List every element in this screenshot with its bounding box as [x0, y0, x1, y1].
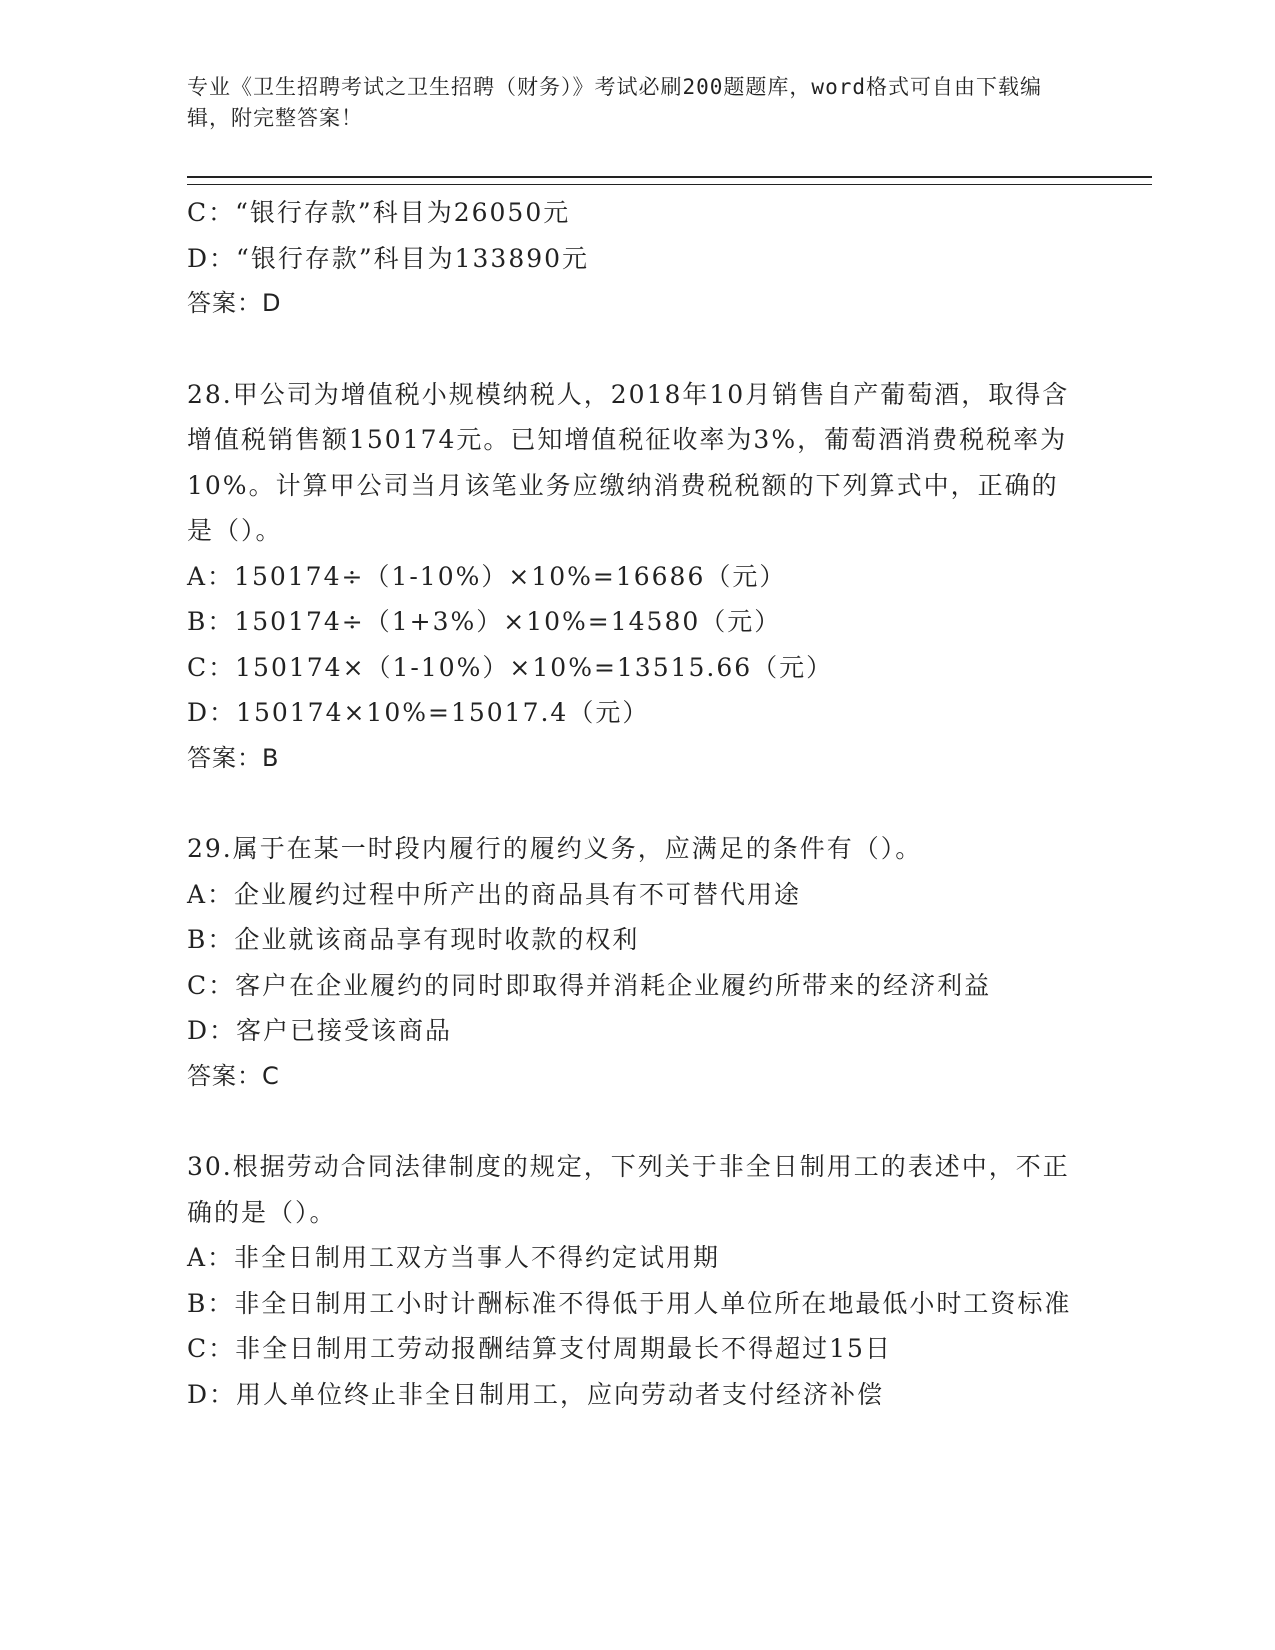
document-header: 专业《卫生招聘考试之卫生招聘（财务）》考试必刷200题题库，word格式可自由下载编辑，附完整答案！	[187, 75, 1042, 130]
question-30-option-d: D：用人单位终止非全日制用工，应向劳动者支付经济补偿	[187, 1379, 885, 1409]
question-28-stem: 28.甲公司为增值税小规模纳税人，2018年10月销售自产葡萄酒，取得含增值税销售额150174元。已知增值税征收率为3%，葡萄酒消费税税率为10%。计算甲公司当月该笔业务应缴纳消费税税额的下列算式中，正确的是（）。	[187, 379, 1070, 545]
question-29-answer: 答案：C	[187, 1061, 280, 1090]
question-28-option-b: B：150174÷（1+3%）×10%=14580（元）	[187, 607, 782, 636]
question-30-option-c: C：非全日制用工劳动报酬结算支付周期最长不得超过15日	[187, 1334, 892, 1363]
question-gap	[187, 327, 1077, 372]
question-28-option-d: D：150174×10%=15017.4（元）	[187, 698, 650, 727]
question-gap	[187, 781, 1077, 826]
question-30-stem: 30.根据劳动合同法律制度的规定，下列关于非全日制用工的表述中，不正确的是（）。	[187, 1152, 1070, 1227]
question-28-option-a: A：150174÷（1-10%）×10%=16686（元）	[187, 561, 787, 591]
question-29-option-b: B：企业就该商品享有现时收款的权利	[187, 925, 640, 954]
question-30-option-a: A：非全日制用工双方当事人不得约定试用期	[187, 1243, 721, 1272]
question-28-answer: 答案：B	[187, 743, 280, 772]
document-body	[187, 190, 1077, 1417]
question-29-option-a: A：企业履约过程中所产出的商品具有不可替代用途	[187, 879, 802, 909]
question-29-option-c: C：客户在企业履约的同时即取得并消耗企业履约所带来的经济利益	[187, 970, 992, 1000]
question-28-option-c: C：150174×（1-10%）×10%=13515.66（元）	[187, 652, 834, 682]
question-30-option-b: B：非全日制用工小时计酬标准不得低于用人单位所在地最低小时工资标准	[187, 1288, 1072, 1318]
prev-question-answer: 答案：D	[187, 289, 282, 317]
question-29-stem: 29.属于在某一时段内履行的履约义务，应满足的条件有（）。	[187, 834, 923, 863]
header-divider	[187, 176, 1152, 185]
question-29-option-d: D：客户已接受该商品	[187, 1016, 453, 1045]
prev-question-option-c: C：“银行存款”科目为26050元	[187, 198, 571, 227]
question-gap	[187, 1099, 1077, 1144]
prev-question-option-d: D：“银行存款”科目为133890元	[187, 243, 590, 273]
